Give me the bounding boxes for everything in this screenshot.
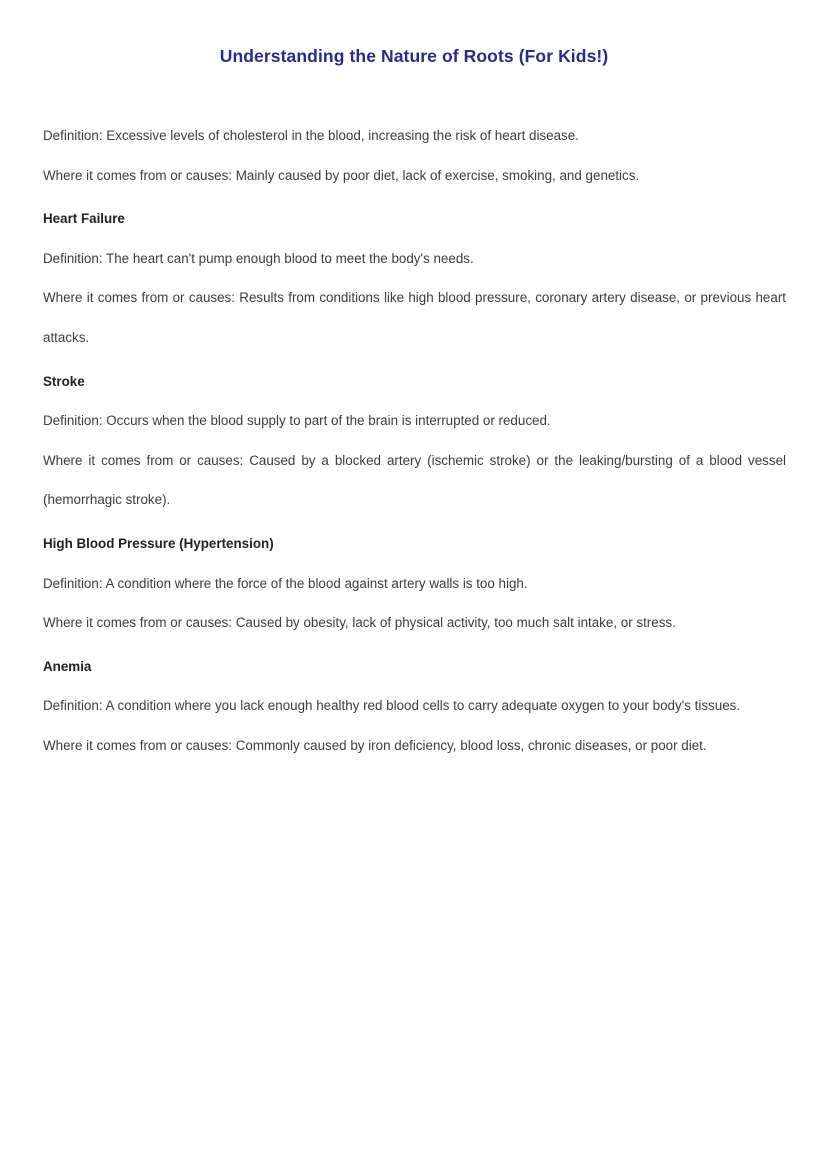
section-heading: Heart Failure — [43, 211, 125, 227]
body-paragraph: Definition: Excessive levels of cholesterol in the blood, increasing the risk of heart disease. — [43, 128, 579, 143]
section-heading: Stroke — [43, 373, 85, 389]
body-paragraph: Where it comes from or causes: Mainly caused by poor diet, lack of exercise, smoking, and genetics. — [43, 167, 640, 183]
section-heading: Anemia — [43, 658, 92, 674]
document-title: Understanding the Nature of Roots (For Kids!) — [219, 46, 609, 66]
section-heading: High Blood Pressure (Hypertension) — [43, 535, 274, 551]
body-paragraph: Where it comes from or causes: Caused by a blocked artery (ischemic stroke) or the leaking/bursting of a blood vessel (hemorrhagic stroke). — [43, 452, 786, 508]
body-paragraph: Where it comes from or causes: Results from conditions like high blood pressure, coronary artery disease, or previous heart attacks. — [43, 290, 786, 345]
body-paragraph: Where it comes from or causes: Commonly caused by iron deficiency, blood loss, chronic diseases, or poor diet. — [43, 737, 707, 753]
body-paragraph: Where it comes from or causes: Caused by obesity, lack of physical activity, too much salt intake, or stress. — [43, 615, 676, 631]
body-paragraph: Definition: A condition where the force of the blood against artery walls is too high. — [43, 575, 528, 591]
body-paragraph: Definition: A condition where you lack enough healthy red blood cells to carry adequate oxygen to your body's tissues. — [43, 698, 741, 714]
document-body — [43, 116, 786, 766]
body-paragraph: Definition: Occurs when the blood supply to part of the brain is interrupted or reduced. — [43, 413, 551, 429]
body-paragraph: Definition: The heart can't pump enough blood to meet the body's needs. — [43, 250, 474, 266]
